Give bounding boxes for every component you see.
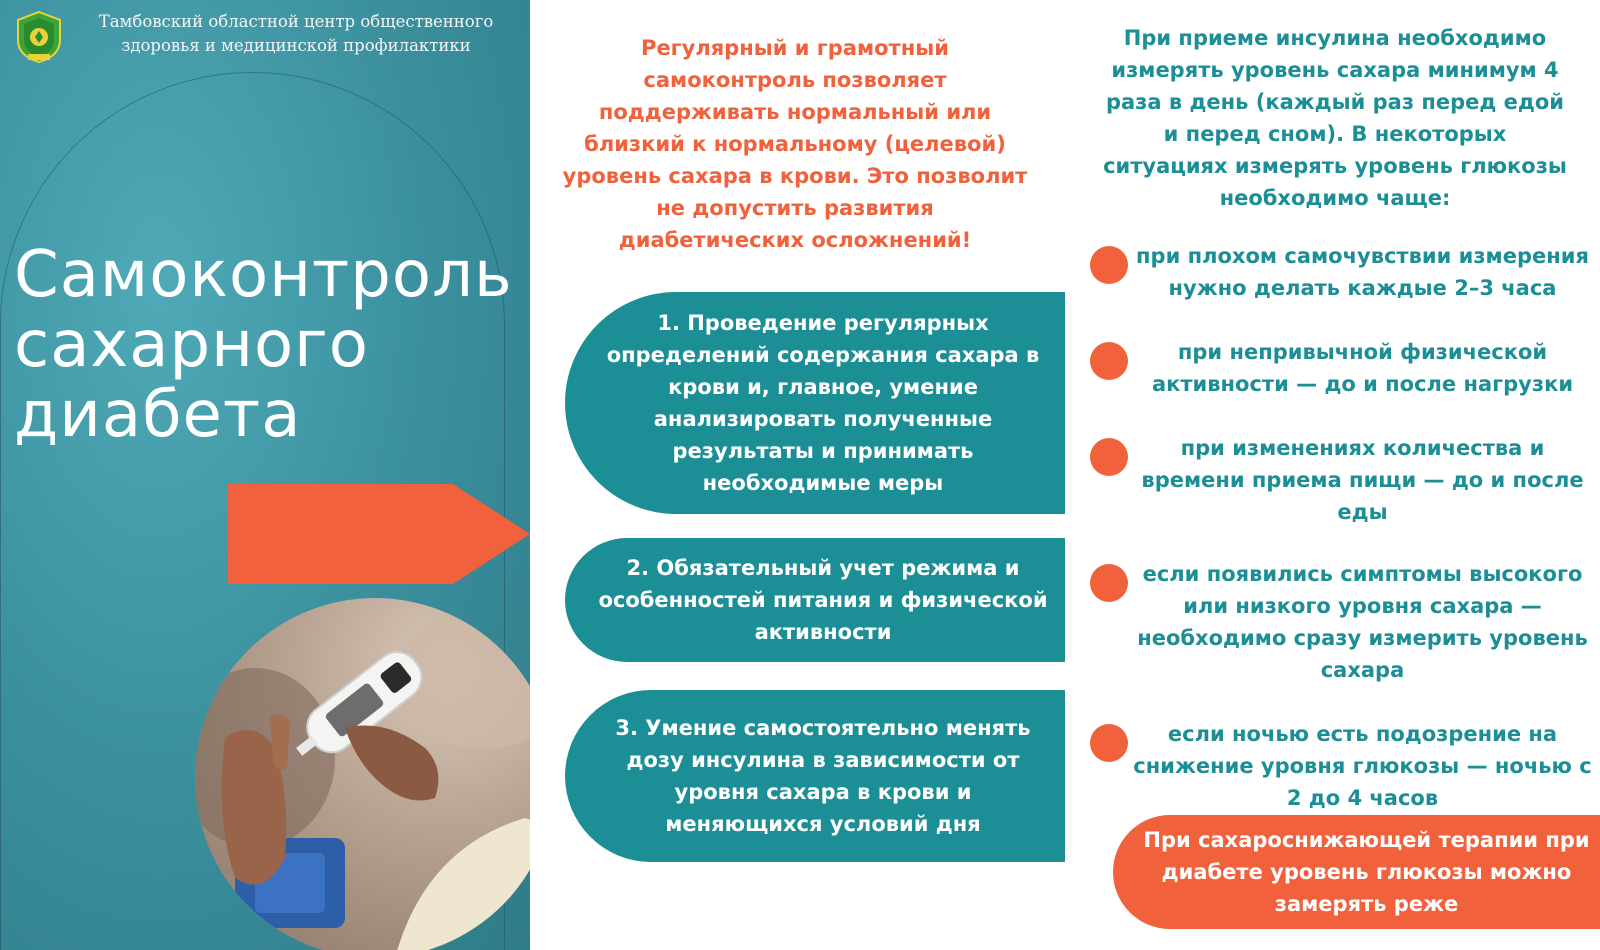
bullet-text: если появились симптомы высокого или низкого уровня сахара — необходимо сразу измерить уровень сахара: [1137, 562, 1588, 682]
footnote-text: При сахароснижающей терапии при диабете уровень глюкозы можно замерять реже: [1143, 828, 1590, 916]
title-line-2: сахарного: [14, 308, 369, 382]
bullet-text: при изменениях количества и времени приема пищи — до и после еды: [1141, 436, 1584, 524]
intro-text: Регулярный и грамотный самоконтроль позволяет поддерживать нормальный или близкий к нормальному (целевой) уровень сахара в крови. Это позволит не допустить развития диабетических осложнений!: [562, 36, 1028, 252]
orange-dot-icon: [1090, 724, 1128, 762]
left-panel: [0, 0, 530, 950]
step-card-3: [565, 690, 1065, 862]
step-card-2: [565, 538, 1065, 662]
bullet-text: при непривычной физической активности — до и после нагрузки: [1151, 340, 1574, 396]
bullet-item: [1090, 718, 1595, 814]
step-text: 1. Проведение регулярных определений содержания сахара в крови и, главное, умение анализировать полученные результаты и принимать необходимые меры: [606, 311, 1040, 495]
arrow-right-icon: [228, 484, 530, 584]
insulin-intro-text: При приеме инсулина необходимо измерять уровень сахара минимум 4 раза в день (каждый раз перед едой и перед сном). В некоторых ситуациях измерять уровень глюкозы необходимо чаще:: [1103, 26, 1567, 210]
footnote-banner: [1113, 815, 1600, 929]
bullet-text: если ночью есть подозрение на снижение уровня глюкозы — ночью с 2 до 4 часов: [1133, 722, 1592, 810]
glucometer-photo: [195, 598, 530, 950]
bullet-item: [1090, 558, 1595, 686]
orange-dot-icon: [1090, 246, 1128, 284]
orange-dot-icon: [1090, 438, 1128, 476]
page-title: [14, 240, 524, 450]
organization-logo-icon: [14, 10, 64, 64]
bullet-item: [1090, 240, 1595, 304]
step-text: 3. Умение самостоятельно менять дозу инсулина в зависимости от уровня сахара в крови и меняющихся условий дня: [615, 716, 1031, 836]
title-line-1: Самоконтроль: [14, 238, 513, 312]
bullet-item: [1090, 432, 1595, 528]
bullet-item: [1090, 336, 1595, 400]
title-line-3: диабета: [14, 378, 302, 452]
bullet-text: при плохом самочувствии измерения нужно делать каждые 2–3 часа: [1136, 244, 1589, 300]
orange-dot-icon: [1090, 342, 1128, 380]
organization-name: Тамбовский областной центр общественного здоровья и медицинской профилактики: [98, 12, 494, 55]
step-text: 2. Обязательный учет режима и особенностей питания и физической активности: [598, 556, 1048, 644]
orange-dot-icon: [1090, 564, 1128, 602]
step-card-1: [565, 292, 1065, 514]
